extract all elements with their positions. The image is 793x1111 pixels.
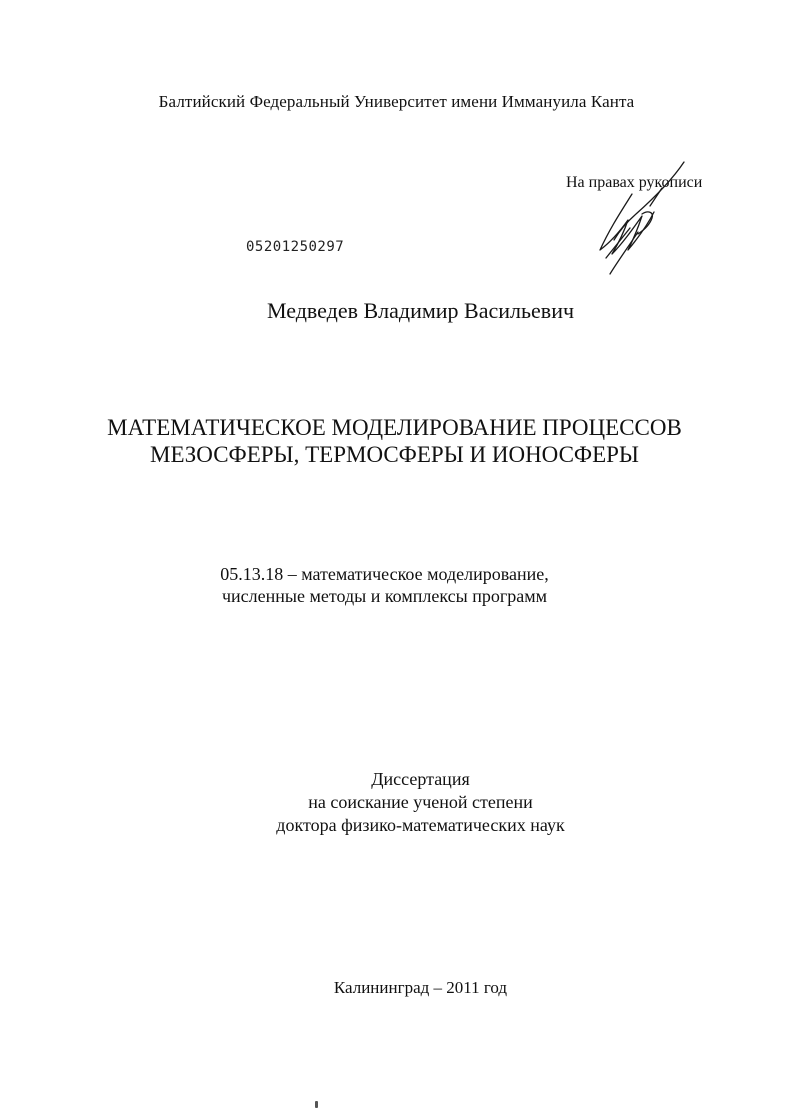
handwritten-signature-icon: [592, 158, 692, 278]
degree-statement: [24, 768, 793, 837]
specialty-line-2: численные методы и комплексы программ: [221, 586, 548, 606]
place-and-year: Калининград – 2011 год: [333, 978, 508, 997]
scan-artifact-mark: [315, 1101, 318, 1108]
specialty-line-1: 05.13.18 – математическое моделирование,: [220, 564, 549, 584]
university-name: Балтийский Федеральный Университет имени Иммануила Канта: [158, 92, 635, 111]
library-inventory-number: 05201250297: [246, 239, 345, 255]
title-line-1: МАТЕМАТИЧЕСКОЕ МОДЕЛИРОВАНИЕ ПРОЦЕССОВ: [107, 415, 682, 440]
degree-line-2: на соискание ученой степени: [308, 792, 533, 812]
title-line-2: МЕЗОСФЕРЫ, ТЕРМОСФЕРЫ И ИОНОСФЕРЫ: [150, 442, 639, 467]
degree-line-3: доктора физико-математических наук: [276, 815, 565, 835]
author-name: Медведев Владимир Васильевич: [266, 298, 575, 323]
manuscript-note: На правах рукописи: [566, 174, 703, 191]
specialty-code: [0, 563, 781, 607]
degree-line-1: Диссертация: [371, 769, 470, 789]
dissertation-title: [0, 414, 791, 468]
